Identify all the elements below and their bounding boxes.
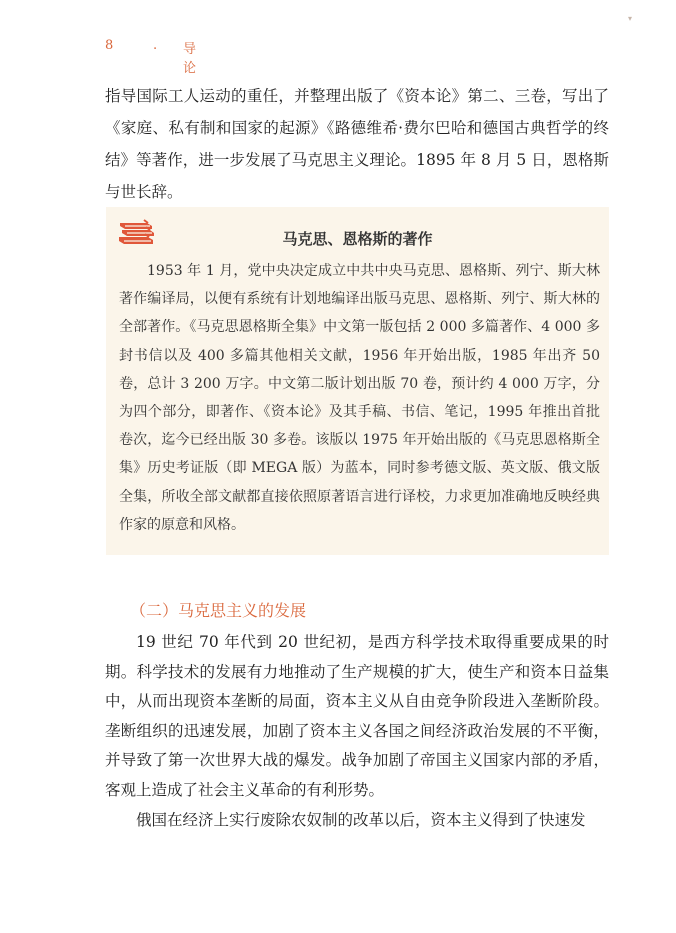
- page-number: 8: [105, 38, 114, 53]
- body-paragraph: 19 世纪 70 年代到 20 世纪初，是西方科学技术取得重要成果的时期。科学技术的发展有力地推动了生产规模的扩大，使生产和资本日益集中，从而出现资本垄断的局面，资本主义从自由竞争阶段进入垄断阶段。垄断组织的迅速发展，加剧了资本主义各国之间经济政治发展的不平衡，并导致了第一次世界大战的爆发。战争加剧了帝国主义国家内部的矛盾，客观上造成了社会主义革命的有利形势。: [105, 633, 609, 799]
- section-body: [105, 628, 609, 836]
- box-body-content: 1953 年 1 月，党中央决定成立中共中央马克思、恩格斯、列宁、斯大林著作编译局，以便有系统有计划地编译出版马克思、恩格斯、列宁、斯大林的全部著作。《马克思恩格斯全集》中文第一版包括 2 000 多篇著作、4 000 多封书信以及 400 多篇其他相关文献，1956 年开始出版，1985 年出齐 50 卷，总计 3 200 万字。中文第二版计划出版 70 卷，预计约 4 000 万字，分为四个部分，即著作、《资本论》及其手稿、书信、笔记，1995 年推出首批卷次，迄今已经出版 30 多卷。该版以 1975 年开始出版的《马克思恩格斯全集》历史考证版（即 MEGA 版）为蓝本，同时参考德文版、英文版、俄文版全集，所收全部文献都直接依照原著语言进行译校，力求更加准确地反映经典作家的原意和风格。: [119, 263, 600, 533]
- header-separator: .: [153, 38, 158, 53]
- running-title: 导论: [183, 42, 203, 76]
- sidebar-box: [106, 207, 609, 555]
- corner-mark: ▾: [628, 14, 633, 23]
- box-body-text: [119, 257, 600, 539]
- intro-paragraph: 指导国际工人运动的重任，并整理出版了《资本论》第二、三卷，写出了《家庭、私有制和国家的起源》《路德维希·费尔巴哈和德国古典哲学的终结》等著作，进一步发展了马克思主义理论。1895 年 8 月 5 日，恩格斯与世长辞。: [105, 87, 609, 201]
- body-paragraph: 俄国在经济上实行废除农奴制的改革以后，资本主义得到了快速发: [136, 811, 586, 829]
- section-heading: （二）马克思主义的发展: [130, 601, 307, 620]
- box-title: 马克思、恩格斯的著作: [282, 230, 433, 248]
